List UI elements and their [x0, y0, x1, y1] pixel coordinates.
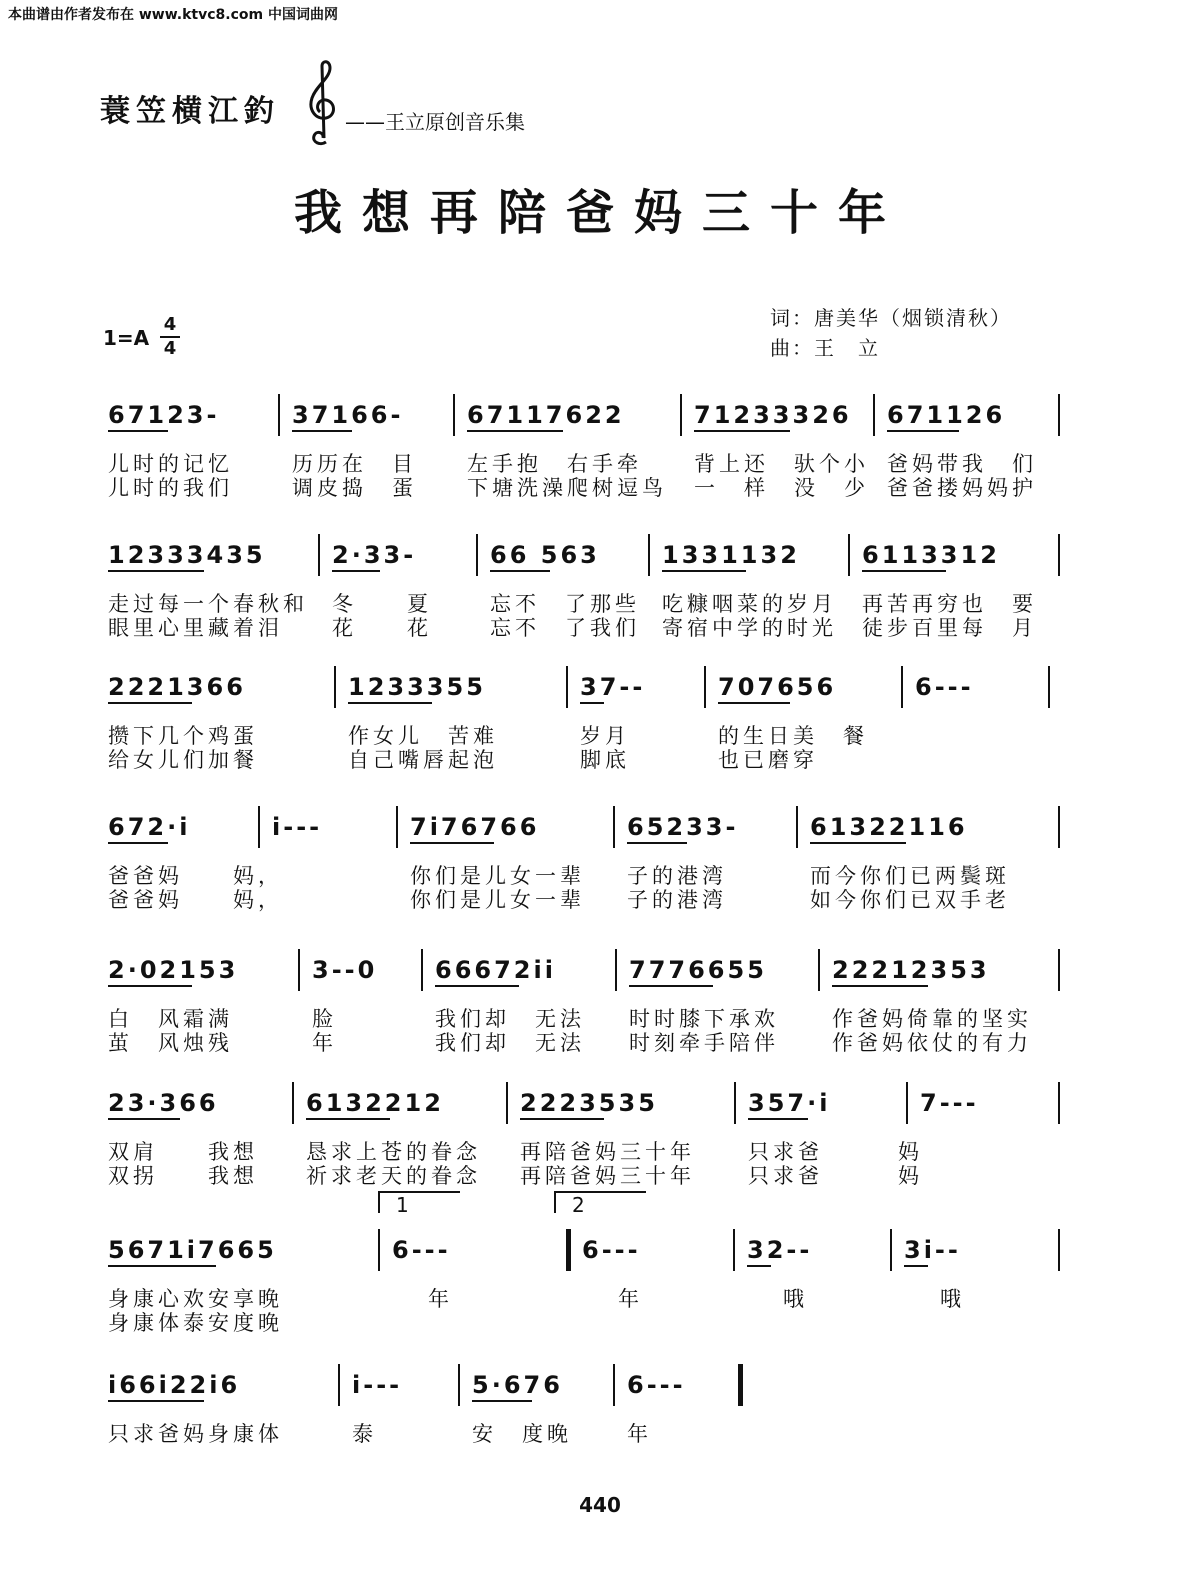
measure: 67123- [108, 401, 220, 429]
barline [796, 806, 798, 848]
measure: 6--- [915, 673, 974, 701]
beam-underline [306, 1118, 390, 1120]
measure: 37-- [580, 673, 646, 701]
barline [734, 1082, 736, 1124]
lyric-segment: 哦 [940, 1287, 965, 1311]
lyricist-credit: 词：唐美华（烟锁清秋） [770, 306, 1012, 330]
measure: 6132212 [306, 1089, 444, 1117]
measure: i--- [352, 1371, 403, 1399]
beam-underline [490, 570, 550, 572]
measure: 71233326 [694, 401, 852, 429]
lyric-segment: 调皮捣 蛋 [292, 476, 417, 500]
lyric-segment: 只求爸 妈 [748, 1140, 923, 1164]
lyric-segment: 泰 [352, 1422, 377, 1446]
beam-underline [348, 702, 432, 704]
notes-row [108, 955, 1068, 999]
lyric-segment: 年 [627, 1422, 652, 1446]
repeat-barline [566, 1229, 571, 1271]
measure: 707656 [718, 673, 837, 701]
measure: 2223535 [520, 1089, 658, 1117]
lyric-segment: 背上还 驮个小 [694, 452, 869, 476]
lyric-line-1 [108, 1418, 1068, 1444]
measure: 37166- [292, 401, 404, 429]
barline [848, 534, 850, 576]
beam-underline [108, 985, 192, 987]
lyric-segment: 再陪爸妈三十年 [520, 1164, 695, 1188]
beam-underline [748, 1118, 808, 1120]
series-subtitle: ——王立原创音乐集 [345, 110, 525, 134]
beam-underline [832, 985, 928, 987]
lyric-line-2 [108, 472, 1068, 498]
volta-bracket-1 [378, 1191, 460, 1217]
beam-underline [718, 702, 790, 704]
lyric-segment: 自己嘴唇起泡 [348, 748, 498, 772]
barline [378, 1229, 380, 1271]
measure: 6113312 [862, 541, 1000, 569]
measure: 5·676 [472, 1371, 563, 1399]
measure: 671126 [887, 401, 1006, 429]
barline [906, 1082, 908, 1124]
lyric-segment: 恳求上苍的眷念 [306, 1140, 481, 1164]
treble-clef-icon [302, 58, 344, 148]
measure: 3i-- [904, 1236, 961, 1264]
barline [1058, 1229, 1060, 1271]
lyric-segment: 哦 [783, 1287, 808, 1311]
lyric-segment: 爸爸妈 妈， [108, 864, 283, 888]
barline [733, 1229, 735, 1271]
lyric-segment: 双拐 我想 [108, 1164, 258, 1188]
lyric-segment: 我们却 无法 [435, 1007, 585, 1031]
beam-underline [887, 430, 959, 432]
beam-underline [108, 1400, 204, 1402]
beam-underline [108, 702, 192, 704]
score-system [108, 1193, 1068, 1365]
measure: 6--- [627, 1371, 686, 1399]
lyric-line-1 [108, 1003, 1068, 1029]
lyric-segment: 身康心欢安享晚 [108, 1287, 283, 1311]
lyric-segment: 给女儿们加餐 [108, 748, 258, 772]
notes-row [108, 540, 1068, 584]
beam-underline [694, 430, 790, 432]
lyric-segment: 再陪爸妈三十年 [520, 1140, 695, 1164]
measure: 2221366 [108, 673, 246, 701]
beam-underline [108, 1118, 180, 1120]
lyric-segment: 再苦再穷也 要 [862, 592, 1037, 616]
lyric-segment: 如今你们已双手老 [810, 888, 1010, 912]
lyric-segment: 只求爸妈身康体 [108, 1422, 283, 1446]
measure: i66i22i6 [108, 1371, 241, 1399]
notes-row [108, 400, 1068, 444]
beam-underline [472, 1400, 532, 1402]
lyric-segment: 儿时的记忆 [108, 452, 233, 476]
lyric-segment: 攒下几个鸡蛋 [108, 724, 258, 748]
beam-underline [662, 570, 746, 572]
barline [421, 949, 423, 991]
lyric-line-1 [108, 1136, 1068, 1162]
barline [890, 1229, 892, 1271]
barline [458, 1364, 460, 1406]
beam-underline [292, 430, 352, 432]
lyric-segment: 茧 风烛残 [108, 1031, 233, 1055]
beam-underline [108, 1265, 216, 1267]
lyric-segment: 左手抱 右手牵 [467, 452, 642, 476]
barline [334, 666, 336, 708]
measure: 32-- [747, 1236, 813, 1264]
beam-underline [810, 842, 906, 844]
beam-underline [108, 430, 168, 432]
barline [613, 806, 615, 848]
page-number: 440 [579, 1493, 621, 1517]
beam-underline [629, 985, 713, 987]
measure: 67117622 [467, 401, 625, 429]
lyric-line-2 [108, 1027, 1068, 1053]
barline [680, 394, 682, 436]
lyric-segment: 眼里心里藏着泪 [108, 616, 283, 640]
beam-underline [904, 1265, 928, 1267]
measure: 672·i [108, 813, 191, 841]
lyric-segment: 身康体泰安度晚 [108, 1311, 283, 1335]
measure: 3--0 [312, 956, 378, 984]
measure: 6--- [392, 1236, 451, 1264]
beam-underline [520, 1118, 604, 1120]
notes-row [108, 1088, 1068, 1132]
measure: 12333435 [108, 541, 266, 569]
lyric-segment: 作女儿 苦难 [348, 724, 498, 748]
beam-underline [627, 842, 687, 844]
lyric-line-2 [108, 612, 1068, 638]
barline [318, 534, 320, 576]
beam-underline [862, 570, 946, 572]
measure: 7i76766 [410, 813, 540, 841]
measure: 2·02153 [108, 956, 239, 984]
barline [292, 1082, 294, 1124]
key-signature: 1=A [103, 326, 150, 350]
beam-underline [435, 985, 519, 987]
lyric-segment: 爸妈带我 们 [887, 452, 1037, 476]
time-signature-top: 4 [160, 314, 180, 338]
barline [1058, 1082, 1060, 1124]
lyric-segment: 年 [312, 1031, 337, 1055]
volta-number: 2 [572, 1193, 585, 1217]
score-system [108, 1370, 1068, 1500]
lyric-segment: 历历在 目 [292, 452, 417, 476]
barline [566, 666, 568, 708]
barline [506, 1082, 508, 1124]
lyric-segment: 年 [618, 1287, 643, 1311]
lyric-segment: 走过每一个春秋和 [108, 592, 308, 616]
barline [1058, 949, 1060, 991]
barline [1058, 394, 1060, 436]
measure: 65233- [627, 813, 739, 841]
lyric-segment: 双肩 我想 [108, 1140, 258, 1164]
barline [1058, 806, 1060, 848]
barline [704, 666, 706, 708]
lyric-segment: 而今你们已两鬓斑 [810, 864, 1010, 888]
lyric-segment: 爸爸妈 妈， [108, 888, 283, 912]
series-title: 蓑笠横江釣 [100, 94, 280, 129]
lyric-segment: 也已磨穿 [718, 748, 818, 772]
score-system [108, 400, 1068, 530]
lyric-segment: 脸 [312, 1007, 337, 1031]
lyric-segment: 的生日美 餐 [718, 724, 868, 748]
beam-underline [108, 842, 168, 844]
lyric-segment: 子的港湾 [627, 888, 727, 912]
lyric-segment: 祈求老天的眷念 [306, 1164, 481, 1188]
lyric-segment: 花 花 [332, 616, 432, 640]
barline [901, 666, 903, 708]
composer-credit: 曲：王 立 [770, 336, 880, 360]
barline [873, 394, 875, 436]
barline [453, 394, 455, 436]
measure: 7--- [920, 1089, 979, 1117]
lyric-segment: 我们却 无法 [435, 1031, 585, 1055]
lyric-segment: 只求爸 妈 [748, 1164, 923, 1188]
score-system [108, 672, 1068, 802]
barline [278, 394, 280, 436]
lyric-line-2 [108, 1442, 1068, 1468]
lyric-segment: 你们是儿女一辈 [410, 888, 585, 912]
notes-row [108, 1370, 1068, 1414]
lyric-segment: 脚底 [580, 748, 630, 772]
lyric-segment: 寄宿中学的时光 [662, 616, 837, 640]
measure: i--- [272, 813, 323, 841]
lyric-line-1 [108, 588, 1068, 614]
measure: 1331132 [662, 541, 800, 569]
time-signature [160, 314, 180, 360]
score-system [108, 955, 1068, 1085]
time-signature-bottom: 4 [163, 338, 177, 359]
score-system [108, 540, 1068, 670]
barline [258, 806, 260, 848]
measure: 357·i [748, 1089, 831, 1117]
measure: 6--- [582, 1236, 641, 1264]
lyric-segment: 安 度晚 [472, 1422, 572, 1446]
barline [338, 1364, 340, 1406]
lyric-line-1 [108, 448, 1068, 474]
lyric-segment: 子的港湾 [627, 864, 727, 888]
beam-underline [108, 570, 204, 572]
lyric-line-2 [108, 1160, 1068, 1186]
lyric-segment: 作爸妈倚靠的坚实 [832, 1007, 1032, 1031]
barline [818, 949, 820, 991]
watermark-text: 本曲谱由作者发布在 www.ktvc8.com 中国词曲网 [8, 7, 338, 23]
barline [615, 949, 617, 991]
score-system [108, 812, 1068, 942]
lyric-segment: 年 [428, 1287, 453, 1311]
lyric-segment: 下塘洗澡爬树逗鸟 [467, 476, 667, 500]
measure: 22212353 [832, 956, 990, 984]
barline [648, 534, 650, 576]
lyric-segment: 岁月 [580, 724, 630, 748]
lyric-line-2 [108, 1307, 1068, 1333]
beam-underline [467, 430, 563, 432]
measure: 66 563 [490, 541, 600, 569]
lyric-segment: 忘不 了那些 [490, 592, 640, 616]
measure: 7776655 [629, 956, 767, 984]
lyric-segment: 白 风霜满 [108, 1007, 233, 1031]
beam-underline [332, 570, 380, 572]
lyric-segment: 吃糠咽菜的岁月 [662, 592, 837, 616]
lyric-segment: 徒步百里每 月 [862, 616, 1037, 640]
notes-row [108, 1193, 1068, 1279]
lyric-segment: 忘不 了我们 [490, 616, 640, 640]
lyric-segment: 时刻牵手陪伴 [629, 1031, 779, 1055]
lyric-line-2 [108, 884, 1068, 910]
lyric-segment: 你们是儿女一辈 [410, 864, 585, 888]
lyric-segment: 爸爸搂妈妈护 [887, 476, 1037, 500]
lyric-segment: 一 样 没 少 [694, 476, 869, 500]
barline [298, 949, 300, 991]
notes-row [108, 812, 1068, 856]
lyric-line-1 [108, 720, 1068, 746]
barline [476, 534, 478, 576]
notes-row [108, 672, 1068, 716]
song-title: 我想再陪爸妈三十年 [293, 185, 906, 241]
barline [613, 1364, 615, 1406]
lyric-line-1 [108, 860, 1068, 886]
volta-bracket-2 [554, 1191, 646, 1217]
lyric-line-1 [108, 1283, 1068, 1309]
lyric-segment: 作爸妈依仗的有力 [832, 1031, 1032, 1055]
final-barline [738, 1364, 743, 1406]
barline [1048, 666, 1050, 708]
measure: 1233355 [348, 673, 486, 701]
measure: 2·33- [332, 541, 417, 569]
measure: 66672ii [435, 956, 556, 984]
beam-underline [747, 1265, 771, 1267]
lyric-segment: 时时膝下承欢 [629, 1007, 779, 1031]
volta-number: 1 [396, 1193, 409, 1217]
lyric-segment: 儿时的我们 [108, 476, 233, 500]
barline [1058, 534, 1060, 576]
lyric-line-2 [108, 744, 1068, 770]
beam-underline [410, 842, 494, 844]
barline [396, 806, 398, 848]
measure: 5671i7665 [108, 1236, 277, 1264]
measure: 23·366 [108, 1089, 219, 1117]
beam-underline [580, 702, 604, 704]
lyric-segment: 冬 夏 [332, 592, 432, 616]
measure: 61322116 [810, 813, 968, 841]
